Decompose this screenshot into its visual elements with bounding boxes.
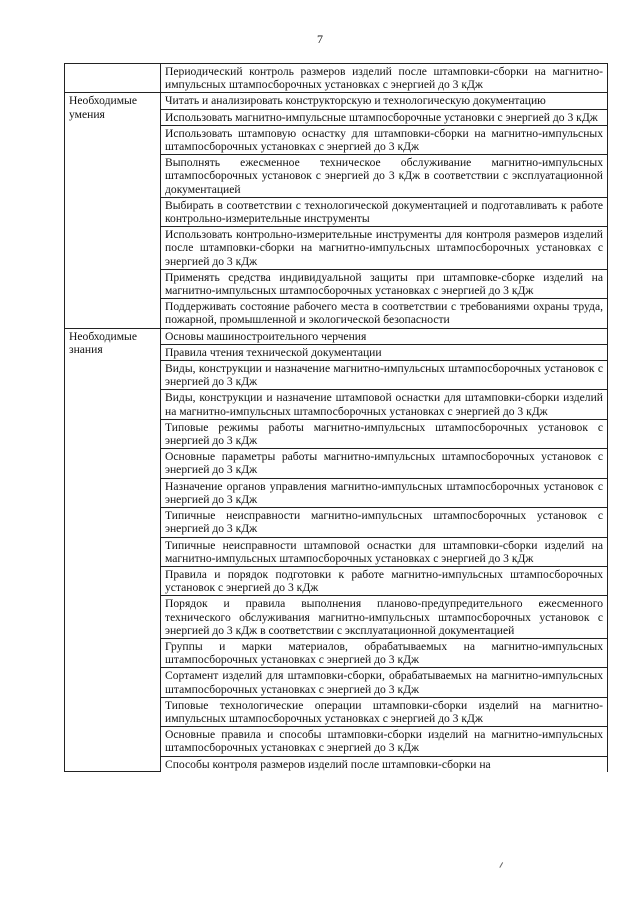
requirement-item: Основы машиностроительного черчения xyxy=(161,328,608,344)
requirement-item: Виды, конструкции и назначение магнитно-импульсных штампосборочных установок с энергией до 3 кДж xyxy=(161,361,608,390)
requirement-item: Применять средства индивидуальной защиты при штамповке-сборке изделий на магнитно-импульсных штампосборочных установках с энергией до 3 кДж xyxy=(161,269,608,298)
requirement-item: Типичные неисправности магнитно-импульсных штампосборочных установок с энергией до 3 кДж xyxy=(161,508,608,537)
section-label-cell xyxy=(65,64,161,93)
requirement-item: Периодический контроль размеров изделий после штамповки-сборки на магнитно-импульсных штампосборочных установках с энергией до 3 кДж xyxy=(161,64,608,93)
requirement-item: Виды, конструкции и назначение штамповой оснастки для штамповки-сборки изделий на магнитно-импульсных штампосборочных установках с энергией до 3 кДж xyxy=(161,390,608,419)
requirement-item: Читать и анализировать конструкторскую и технологическую документацию xyxy=(161,93,608,109)
requirement-item: Типовые режимы работы магнитно-импульсных штампосборочных установок с энергией до 3 кДж xyxy=(161,419,608,448)
requirement-item: Назначение органов управления магнитно-импульсных штампосборочных установок с энергией до 3 кДж xyxy=(161,478,608,507)
page-number: 7 xyxy=(317,32,323,46)
requirement-item: Порядок и правила выполнения планово-предупредительного ежесменного технического обслуживания магнитно-импульсных штампосборочных установок с энергией до 3 кДж в соответствии с эксплуатационной документацией xyxy=(161,596,608,639)
requirement-item: Поддерживать состояние рабочего места в соответствии с требованиями охраны труда, пожарной, промышленной и экологической безопасности xyxy=(161,299,608,328)
requirement-item: Основные параметры работы магнитно-импульсных штампосборочных установок с энергией до 3 кДж xyxy=(161,449,608,478)
requirement-item: Использовать контрольно-измерительные инструменты для контроля размеров изделий после штамповки-сборки на магнитно-импульсных штампосборочных установках с энергией до 3 кДж xyxy=(161,227,608,270)
requirement-item: Способы контроля размеров изделий после штамповки-сборки на xyxy=(161,756,608,772)
requirement-item: Использовать магнитно-импульсные штампосборочные установки с энергией до 3 кДж xyxy=(161,109,608,125)
requirement-item: Выбирать в соответствии с технологической документацией и подготавливать к работе контрольно-измерительные инструменты xyxy=(161,197,608,226)
requirement-item: Использовать штамповую оснастку для штамповки-сборки на магнитно-импульсных штампосборочных установках с энергией до 3 кДж xyxy=(161,125,608,154)
requirement-item: Типичные неисправности штамповой оснастки для штамповки-сборки изделий на магнитно-импульсных штампосборочных установках с энергией до 3 кДж xyxy=(161,537,608,566)
section-label-cell xyxy=(65,328,161,772)
requirement-item: Типовые технологические операции штамповки-сборки изделий на магнитно-импульсных штампосборочных установках с энергией до 3 кДж xyxy=(161,697,608,726)
section-label-cell xyxy=(65,93,161,328)
requirement-item: Сортамент изделий для штамповки-сборки, обрабатываемых на магнитно-импульсных штампосборочных установках с энергией до 3 кДж xyxy=(161,668,608,697)
requirement-item: Правила и порядок подготовки к работе магнитно-импульсных штампосборочных установок с энергией до 3 кДж xyxy=(161,566,608,595)
requirement-item: Правила чтения технической документации xyxy=(161,344,608,360)
requirements-table xyxy=(64,63,608,772)
table-row xyxy=(65,64,608,93)
section-label: Необходимые умения xyxy=(69,94,137,121)
requirement-item: Основные правила и способы штамповки-сборки изделий на магнитно-импульсных штампосборочных установках с энергией до 3 кДж xyxy=(161,727,608,756)
requirement-item: Группы и марки материалов, обрабатываемых на магнитно-импульсных штампосборочных установках с энергией до 3 кДж xyxy=(161,638,608,667)
table-row xyxy=(65,93,608,109)
table-row xyxy=(65,328,608,344)
scan-mark xyxy=(496,860,503,868)
requirement-item: Выполнять ежесменное техническое обслуживание магнитно-импульсных штампосборочных установок с энергией до 3 кДж в соответствии с эксплуатационной документацией xyxy=(161,155,608,198)
section-label: Необходимые знания xyxy=(69,329,137,356)
